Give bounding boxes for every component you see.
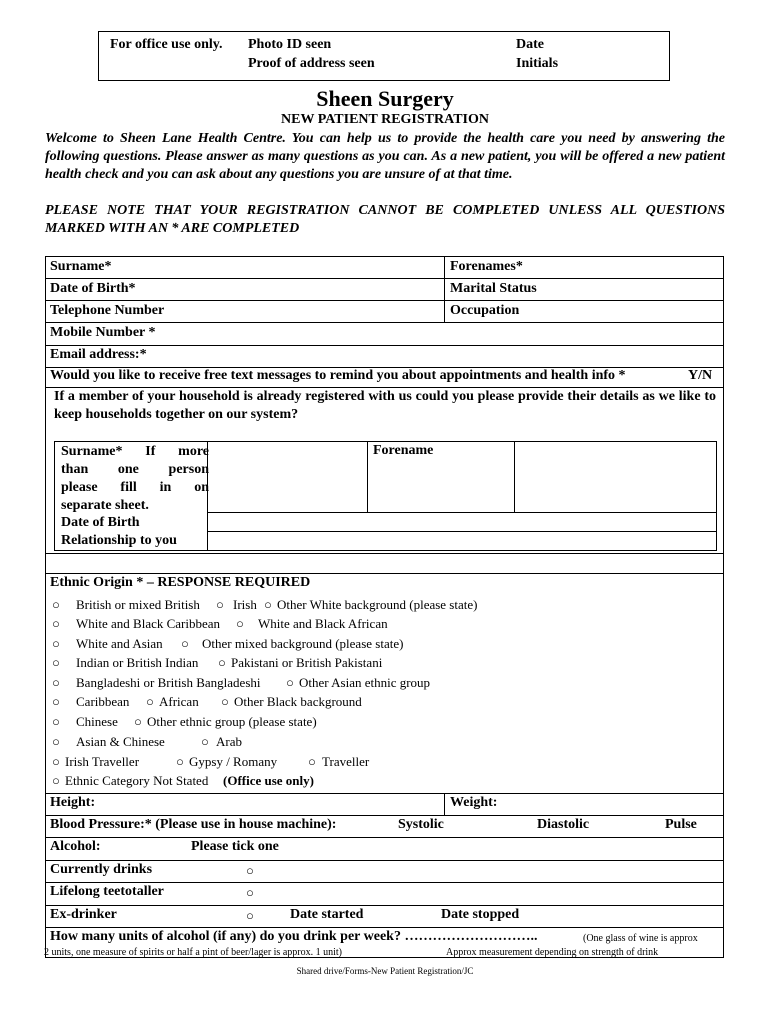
ethnic-option: White and Black Caribbean bbox=[76, 616, 221, 631]
ethnic-option: Arab bbox=[216, 734, 242, 749]
ethnic-not-stated: Ethnic Category Not Stated bbox=[65, 773, 209, 788]
ethnic-radio[interactable]: ○ bbox=[286, 675, 294, 690]
footer-note: Shared drive/Forms-New Patient Registration/JC bbox=[296, 966, 474, 976]
photo-id-label: Photo ID seen bbox=[248, 37, 332, 52]
office-use-label: For office use only. bbox=[110, 37, 223, 52]
household-relationship-label: Relationship to you bbox=[61, 533, 177, 548]
ethnic-radio[interactable]: ○ bbox=[201, 734, 209, 749]
teetotaller-label: Lifelong teetotaller bbox=[50, 884, 164, 899]
ethnic-radio[interactable]: ○ bbox=[52, 597, 60, 612]
currently-drinks-radio[interactable]: ○ bbox=[246, 863, 254, 878]
ethnic-option: Other Black background bbox=[234, 694, 362, 709]
proof-address-label: Proof of address seen bbox=[248, 56, 375, 71]
email-field[interactable]: Email address:* bbox=[50, 347, 147, 362]
ethnic-radio[interactable]: ○ bbox=[181, 636, 189, 651]
ethnic-option: Indian or British Indian bbox=[76, 655, 199, 670]
ethnic-radio[interactable]: ○ bbox=[146, 694, 154, 709]
ethnic-radio[interactable]: ○ bbox=[134, 714, 142, 729]
ethnic-option: Other White background (please state) bbox=[277, 597, 478, 612]
ethnic-radio[interactable]: ○ bbox=[52, 734, 60, 749]
alcohol-label: Alcohol: bbox=[50, 839, 101, 854]
ethnic-option: Irish Traveller bbox=[65, 754, 140, 769]
household-question: If a member of your household is already registered with us could you please provide their details as we like to keep households together on our system? bbox=[54, 389, 716, 422]
alcohol-units-question[interactable]: How many units of alcohol (if any) do you drink per week? ……………………….. bbox=[50, 929, 538, 944]
dob-field[interactable]: Date of Birth* bbox=[50, 281, 136, 296]
ethnic-radio[interactable]: ○ bbox=[221, 694, 229, 709]
registration-form bbox=[45, 256, 724, 958]
ex-drinker-radio[interactable]: ○ bbox=[246, 908, 254, 923]
currently-drinks-label: Currently drinks bbox=[50, 862, 153, 877]
ethnic-radio[interactable]: ○ bbox=[52, 773, 60, 788]
ethnic-option: Chinese bbox=[76, 714, 118, 729]
ethnic-radio[interactable]: ○ bbox=[218, 655, 226, 670]
ethnic-option: Other ethnic group (please state) bbox=[147, 714, 317, 729]
weight-field[interactable]: Weight: bbox=[450, 795, 498, 810]
units-note-2: 2 units, one measure of spirits or half a pint of beer/lager is approx. 1 unit) bbox=[44, 947, 342, 958]
ethnic-radio[interactable]: ○ bbox=[236, 616, 244, 631]
height-field[interactable]: Height: bbox=[50, 795, 96, 810]
page-subtitle: NEW PATIENT REGISTRATION bbox=[281, 112, 489, 127]
ex-drinker-label: Ex-drinker bbox=[50, 907, 117, 922]
ethnic-option: Other mixed background (please state) bbox=[202, 636, 404, 651]
units-note-3: Approx measurement depending on strength of drink bbox=[446, 947, 659, 958]
forenames-field[interactable]: Forenames* bbox=[450, 259, 523, 274]
diastolic-field[interactable]: Diastolic bbox=[537, 817, 590, 832]
household-table bbox=[54, 441, 717, 551]
surname-field[interactable]: Surname* bbox=[50, 259, 112, 274]
office-initials-label: Initials bbox=[516, 56, 559, 71]
ethnic-radio[interactable]: ○ bbox=[52, 675, 60, 690]
ethnic-radio[interactable]: ○ bbox=[264, 597, 272, 612]
ethnic-radio[interactable]: ○ bbox=[52, 714, 60, 729]
ethnic-office-only: (Office use only) bbox=[223, 773, 314, 788]
ethnic-option: Bangladeshi or British Bangladeshi bbox=[76, 675, 261, 690]
text-messages-yn[interactable]: Y/N bbox=[688, 368, 713, 383]
ethnic-radio[interactable]: ○ bbox=[216, 597, 224, 612]
mobile-field[interactable]: Mobile Number * bbox=[50, 325, 156, 340]
ethnic-radio[interactable]: ○ bbox=[52, 694, 60, 709]
alcohol-tick-instruction: Please tick one bbox=[191, 839, 279, 854]
ethnic-radio[interactable]: ○ bbox=[52, 636, 60, 651]
date-started-field[interactable]: Date started bbox=[290, 907, 364, 922]
ethnic-option: Irish bbox=[233, 597, 257, 612]
date-stopped-field[interactable]: Date stopped bbox=[441, 907, 520, 922]
ethnic-heading: Ethnic Origin * – RESPONSE REQUIRED bbox=[50, 575, 311, 590]
ethnic-option: Traveller bbox=[322, 754, 370, 769]
occupation-field[interactable]: Occupation bbox=[450, 303, 520, 318]
household-forename-input[interactable] bbox=[518, 444, 714, 508]
teetotaller-radio[interactable]: ○ bbox=[246, 885, 254, 900]
ethnic-radio[interactable]: ○ bbox=[52, 655, 60, 670]
systolic-field[interactable]: Systolic bbox=[398, 817, 444, 832]
ethnic-option: White and Asian bbox=[76, 636, 163, 651]
ethnic-option: White and Black African bbox=[258, 616, 388, 631]
units-note-1: (One glass of wine is approx bbox=[583, 933, 698, 944]
ethnic-option: African bbox=[159, 694, 199, 709]
household-surname-input[interactable] bbox=[211, 444, 363, 508]
household-forename-label: Forename bbox=[373, 443, 434, 458]
blood-pressure-label: Blood Pressure:* (Please use in house machine): bbox=[50, 817, 337, 832]
ethnic-radio[interactable]: ○ bbox=[308, 754, 316, 769]
household-surname-label: Surname* If more than one person please fill in on separate sheet. bbox=[61, 444, 209, 513]
telephone-field[interactable]: Telephone Number bbox=[50, 303, 165, 318]
welcome-text: Welcome to Sheen Lane Health Centre. You can help us to provide the health care you need by answering the following questions. Please answer as many questions as you can. As a new patient, you will be offered a new patient health check and you can ask about any questions you are unsure of at that time. bbox=[45, 131, 725, 182]
ethnic-option: Pakistani or British Pakistani bbox=[231, 655, 383, 670]
pulse-field[interactable]: Pulse bbox=[665, 817, 697, 832]
marital-status-field[interactable]: Marital Status bbox=[450, 281, 537, 296]
ethnic-option: British or mixed British bbox=[76, 597, 200, 612]
page-title: Sheen Surgery bbox=[316, 86, 454, 111]
office-use-box bbox=[98, 31, 670, 81]
ethnic-option: Caribbean bbox=[76, 694, 130, 709]
ethnic-option: Asian & Chinese bbox=[76, 734, 165, 749]
office-date-label: Date bbox=[516, 37, 544, 52]
ethnic-radio[interactable]: ○ bbox=[176, 754, 184, 769]
text-messages-question: Would you like to receive free text messages to remind you about appointments and health info * bbox=[50, 368, 626, 383]
registration-note: PLEASE NOTE THAT YOUR REGISTRATION CANNOT BE COMPLETED UNLESS ALL QUESTIONS MARKED WITH AN * ARE COMPLETED bbox=[45, 203, 725, 236]
ethnic-option: Gypsy / Romany bbox=[189, 754, 278, 769]
ethnic-radio[interactable]: ○ bbox=[52, 616, 60, 631]
ethnic-option: Other Asian ethnic group bbox=[299, 675, 431, 690]
household-dob-label: Date of Birth bbox=[61, 515, 140, 530]
ethnic-radio[interactable]: ○ bbox=[52, 754, 60, 769]
